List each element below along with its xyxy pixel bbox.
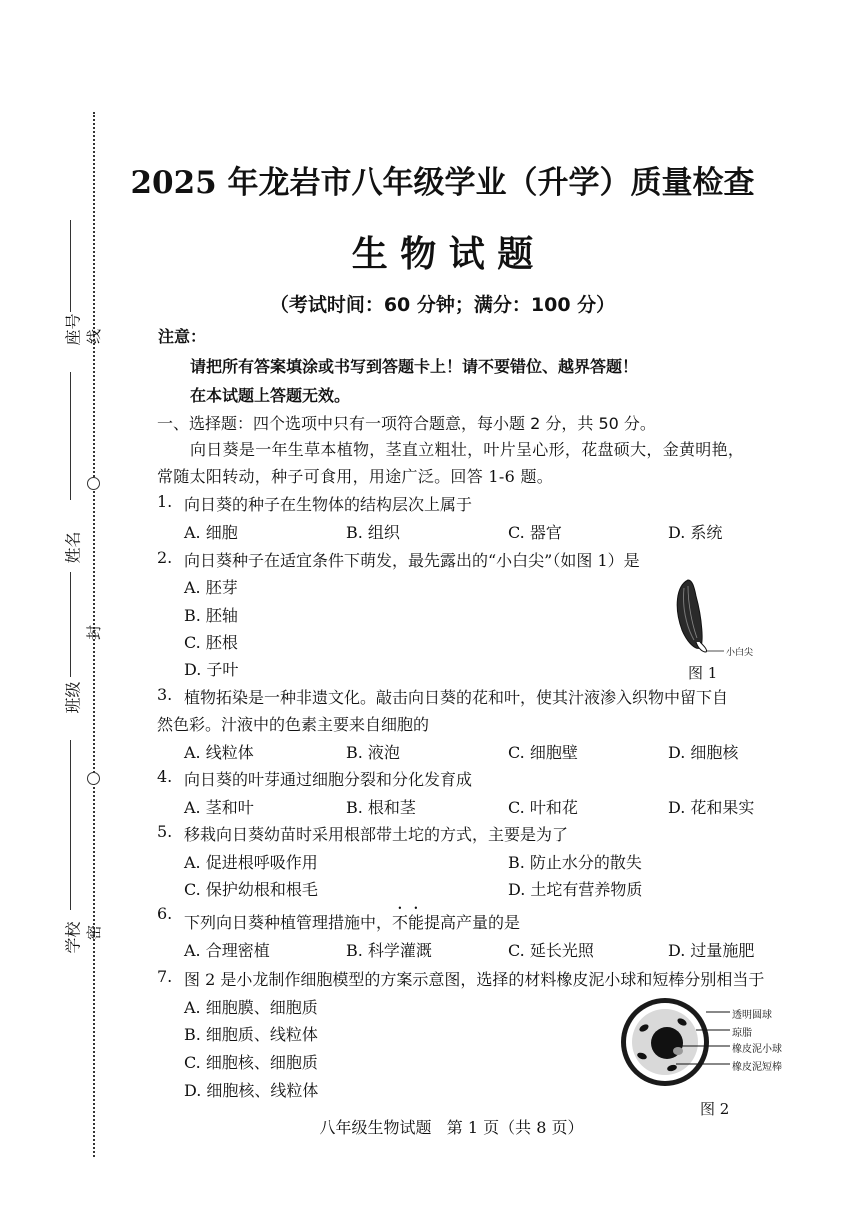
exam-info: （考试时间：60 分钟；满分：100 分） xyxy=(269,294,616,316)
figure-2-label-agar: 琼脂 xyxy=(732,1028,752,1039)
q5-option-d: D. 土坨有营养物质 xyxy=(508,880,643,899)
q1-option-c: C. 器官 xyxy=(508,523,562,542)
intro-line-2: 常随太阳转动，种子可食用，用途广泛。回答 1-6 题。 xyxy=(157,467,554,486)
notice-label: 注意： xyxy=(158,327,207,346)
class-fill-line xyxy=(70,572,71,677)
q3-option-d: D. 细胞核 xyxy=(668,743,739,762)
q2-number: 2. xyxy=(157,548,173,567)
q2-option-d: D. 子叶 xyxy=(184,660,239,679)
subject-title: 生 物 试 题 xyxy=(351,233,534,275)
q4-option-d: D. 花和果实 xyxy=(668,798,755,817)
q1-option-d: D. 系统 xyxy=(668,523,723,542)
exam-title: 2025 年龙岩市八年级学业（升学）质量检查 xyxy=(130,165,755,201)
q4-option-b: B. 根和茎 xyxy=(346,798,416,817)
margin-line-char: 线 xyxy=(85,328,104,345)
figure-1 xyxy=(666,578,786,680)
notice-line-2: 在本试题上答题无效。 xyxy=(190,386,351,405)
figure-2 xyxy=(618,994,818,1118)
q3-option-a: A. 线粒体 xyxy=(184,743,254,762)
q6-option-a: A. 合理密植 xyxy=(184,941,270,960)
q4-stem: 向日葵的叶芽通过细胞分裂和分化发育成 xyxy=(184,770,473,789)
q5-stem: 移栽向日葵幼苗时采用根部带土坨的方式，主要是为了 xyxy=(184,825,569,844)
school-label: 学校 xyxy=(63,921,83,954)
q2-stem: 向日葵种子在适宜条件下萌发，最先露出的“小白尖”（如图 1）是 xyxy=(184,551,640,570)
school-fill-line xyxy=(70,740,71,910)
q1-number: 1. xyxy=(157,492,173,511)
class-label: 班级 xyxy=(63,681,83,714)
q6-stem-emphasis: 不能 xyxy=(392,913,425,932)
q5-option-c: C. 保护幼根和根毛 xyxy=(184,880,318,899)
q3-stem-line-1: 植物拓染是一种非遗文化。敲击向日葵的花和叶，使其汁液渗入织物中留下自 xyxy=(184,688,729,707)
figure-2-label-clay-ball: 橡皮泥小球 xyxy=(732,1044,782,1055)
q6-option-b: B. 科学灌溉 xyxy=(346,941,432,960)
figure-2-label-clay-stick: 橡皮泥短棒 xyxy=(732,1062,782,1073)
q3-option-c: C. 细胞壁 xyxy=(508,743,578,762)
q5-number: 5. xyxy=(157,822,173,841)
q3-stem-line-2: 然色彩。汁液中的色素主要来自细胞的 xyxy=(157,715,430,734)
q3-number: 3. xyxy=(157,685,173,704)
q2-option-a: A. 胚芽 xyxy=(184,578,238,597)
figure-2-caption: 图 2 xyxy=(700,1100,730,1118)
name-fill-line-1 xyxy=(70,372,71,500)
margin-seal-char: 封 xyxy=(85,624,104,641)
binding-hole-top xyxy=(87,477,100,490)
q1-stem: 向日葵的种子在生物体的结构层次上属于 xyxy=(184,495,473,514)
figure-2-label-sphere: 透明圆球 xyxy=(732,1010,772,1021)
q7-option-d: D. 细胞核、线粒体 xyxy=(184,1081,319,1100)
q1-option-a: A. 细胞 xyxy=(184,523,238,542)
q4-option-a: A. 茎和叶 xyxy=(184,798,254,817)
q1-option-b: B. 组织 xyxy=(346,523,400,542)
figure-1-label: 小白尖 xyxy=(726,648,754,658)
section-heading: 一、选择题：四个选项中只有一项符合题意，每小题 2 分，共 50 分。 xyxy=(157,414,656,433)
q6-stem-post: 提高产量的是 xyxy=(424,913,521,932)
q7-stem: 图 2 是小龙制作细胞模型的方案示意图，选择的材料橡皮泥小球和短棒分别相当于 xyxy=(184,970,765,989)
q5-option-b: B. 防止水分的散失 xyxy=(508,853,642,872)
q7-number: 7. xyxy=(157,967,173,986)
cell-model-illustration xyxy=(618,994,818,1094)
q3-option-b: B. 液泡 xyxy=(346,743,400,762)
q7-option-c: C. 细胞核、细胞质 xyxy=(184,1053,318,1072)
margin-sealed-char: 密 xyxy=(85,924,104,941)
binding-hole-bottom xyxy=(87,772,100,785)
q7-option-b: B. 细胞质、线粒体 xyxy=(184,1025,318,1044)
q7-option-a: A. 细胞膜、细胞质 xyxy=(184,998,318,1017)
q4-option-c: C. 叶和花 xyxy=(508,798,578,817)
q5-option-a: A. 促进根呼吸作用 xyxy=(184,853,318,872)
seat-label: 座号 xyxy=(63,313,83,346)
q2-option-c: C. 胚根 xyxy=(184,633,238,652)
q6-number: 6. xyxy=(157,904,173,923)
name-label: 姓名 xyxy=(63,531,83,564)
intro-line-1: 向日葵是一年生草本植物，茎直立粗壮，叶片呈心形，花盘硕大，金黄明艳， xyxy=(190,440,745,459)
q6-stem xyxy=(184,904,520,933)
notice-line-1: 请把所有答案填涂或书写到答题卡上！请不要错位、越界答题！ xyxy=(190,357,639,376)
figure-1-caption: 图 1 xyxy=(688,664,718,682)
q6-stem-pre: 下列向日葵种植管理措施中， xyxy=(184,913,393,932)
q6-option-d: D. 过量施肥 xyxy=(668,941,755,960)
page-footer: 八年级生物试题 第 1 页（共 8 页） xyxy=(319,1118,584,1137)
q4-number: 4. xyxy=(157,767,173,786)
q6-option-c: C. 延长光照 xyxy=(508,941,594,960)
q2-option-b: B. 胚轴 xyxy=(184,606,238,625)
